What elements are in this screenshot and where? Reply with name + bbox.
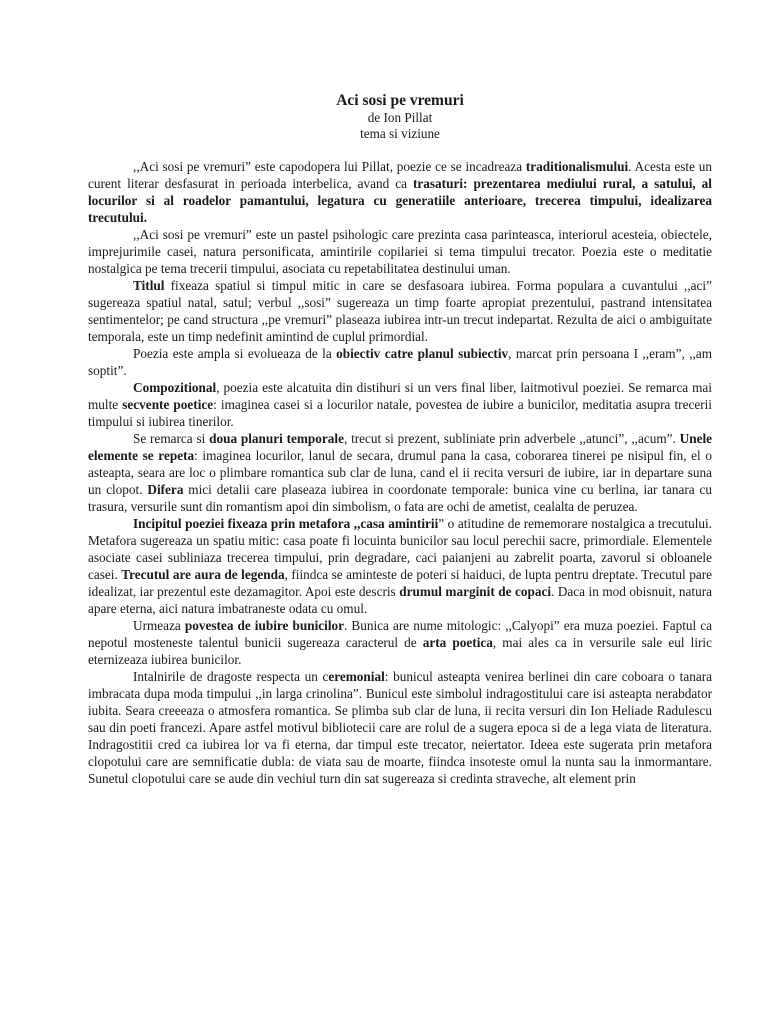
author-line: de Ion Pillat	[367, 110, 433, 125]
bold-text-run: arta poetica	[422, 635, 493, 650]
paragraph	[88, 158, 712, 226]
bold-text-run: eremonial	[328, 669, 385, 684]
bold-text-run: obiectiv catre planul subiectiv	[336, 346, 509, 361]
text-run: : imaginea casei si a locurilor natale, povestea de iubire a bunicilor, meditatia asupra trecerii timpului si iubirea tinerilor.	[88, 397, 712, 429]
text-run: Intalnirile de dragoste respecta un c	[133, 669, 329, 684]
paragraph	[88, 277, 712, 345]
paragraph	[88, 345, 712, 379]
text-run: ,,Aci sosi pe vremuri” este un pastel psihologic care prezinta casa parinteasca, interiorul acesteia, obiectele, imprejurimile casei, natura personificata, amintirile copilariei si tema timpului trecator. Poezia este o meditatie nostalgica pe tema trecerii timpului, asociata cu repetabilitatea destinului uman.	[88, 227, 712, 276]
bold-text-run: Titlul	[133, 278, 165, 293]
text-run: Poezia este ampla si evolueaza de la	[133, 346, 337, 361]
text-run: Urmeaza	[133, 618, 185, 633]
bold-text-run: trasaturi: prezentarea mediului rural, a satului, al locurilor si al roadelor pamantului, legatura cu generatiile anterioare, trecerea timpului, idealizarea trecutului.	[88, 176, 712, 225]
bold-text-run: Trecutul are aura de legenda	[121, 567, 285, 582]
text-run: fixeaza spatiul si timpul mitic in care se desfasoara iubirea. Forma populara a cuvantului ,,aci” sugereaza spatiul natal, satul; verbul ,,sosi” sugereaza un timp foarte apropiat prezentului, pastrand intensitatea sentimentelor; pe cand structura ,,pe vremuri” plaseaza iubirea intr-un trecut indepartat. Rezulta de aici o ambiguitate temporala, este un timp nedefinit amintind de cuplul primordial.	[88, 278, 712, 344]
document-title: Aci sosi pe vremuri	[336, 92, 464, 109]
topic-line: tema si viziune	[360, 126, 440, 141]
bold-text-run: Incipitul poeziei fixeaza prin metafora ,,casa amintirii	[133, 516, 439, 531]
text-run: , poezia este alcatuita din distihuri si un vers final liber, laitmotivul poeziei. Se remarca mai multe	[88, 380, 712, 412]
text-run: . Acesta este un curent literar desfasurat in perioada interbelica, avand ca	[88, 159, 712, 191]
text-run: Se remarca si	[133, 431, 210, 446]
bold-text-run: doua planuri temporale	[209, 431, 344, 446]
paragraph	[88, 617, 712, 668]
text-run: ,,Aci sosi pe vremuri” este capodopera lui Pillat, poezie ce se incadreaza	[133, 159, 526, 174]
bold-text-run: traditionalismului	[525, 159, 629, 174]
title-spacer	[88, 142, 712, 158]
bold-text-run: secvente poetice	[122, 397, 214, 412]
bold-text-run: Unele elemente se repeta	[88, 431, 713, 463]
bold-text-run: Compozitional	[133, 380, 217, 395]
text-run: . Daca in mod obisnuit, natura apare eterna, aici natura imbatraneste odata cu omul.	[88, 584, 712, 616]
text-run: : bunicul asteapta venirea berlinei din care coboara o tanara imbracata dupa moda timpului ,,in larga crinolina”. Bunicul este simbolul indragostitului care isi asteapta nerabdator iubita. Seara creeeaza o atmosfera romantica. Se plimba sub clar de luna, ii recita versuri din Ion Heliade Radulescu sau din poeti francezi. Apare astfel motivul bibliotecii care are rolul de a sugera epoca si de a lega viata de literatura. Indragostitii cred ca iubirea lor va fi eterna, dar timpul este trecator, neiertator. Ideea este sugerata prin metafora clopotului care are semnificatie dubla: de viata sau de moarte, fiindca insoteste omul la nunta sau la inmormantare. Sunetul clopotului care se aude din vechiul turn din sat sugereaza si credinta straveche, alt element prin	[88, 669, 712, 786]
paragraph	[88, 515, 712, 617]
text-run: . Bunica are nume mitologic: ,,Calyopi” era muza poeziei. Faptul ca nepotul mosteneste talentul bunicii sugereaza caracterul de	[88, 618, 713, 650]
text-run: , fiindca se aminteste de poteri si haiduci, de lupta pentru dreptate. Trecutul pare idealizat, iar prezentul este dezamagitor. Apoi este descris	[88, 567, 712, 599]
paragraph	[88, 226, 712, 277]
bold-text-run: povestea de iubire bunicilor	[184, 618, 345, 633]
paragraph	[88, 430, 712, 515]
text-run: , trecut si prezent, subliniate prin adverbele ,,atunci”, ,,acum”.	[343, 431, 680, 446]
bold-text-run: Difera	[147, 482, 184, 497]
paragraph	[88, 379, 712, 430]
text-run: , mai ales ca in versurile sale eul liric eternizeaza iubirea bunicilor.	[88, 635, 712, 667]
document-body	[88, 158, 712, 787]
text-run: , marcat prin persoana I ,,eram”, ,,am soptit”.	[88, 346, 713, 378]
text-run: mici detalii care plaseaza iubirea in coordonate temporale: bunica vine cu berlina, iar tanara cu trasura, versurile sunt din romantism apoi din simbolism, o fata are ochi de ametist, cealalta de peruzea.	[88, 482, 712, 514]
text-run: ” o atitudine de rememorare nostalgica a trecutului. Metafora sugereaza un spatiu mitic: casa poate fi locuinta bunicilor sau locul perechii sacre, primordiale. Elementele asociate casei subliniaza trecerea timpului, prin degradare, caci paianjeni au zabrelit poarta, zavorul si obloanele casei.	[88, 516, 713, 582]
bold-text-run: drumul marginit de copaci	[399, 584, 552, 599]
text-run: : imaginea locurilor, lanul de secara, drumul pana la casa, coborarea tinerei pe nisipul fin, el o asteapta, seara are loc o plimbare romantica sub clar de luna, cand el ii recita versuri de iubire, iar in departare suna un clopot.	[88, 448, 712, 497]
paragraph	[88, 668, 712, 787]
